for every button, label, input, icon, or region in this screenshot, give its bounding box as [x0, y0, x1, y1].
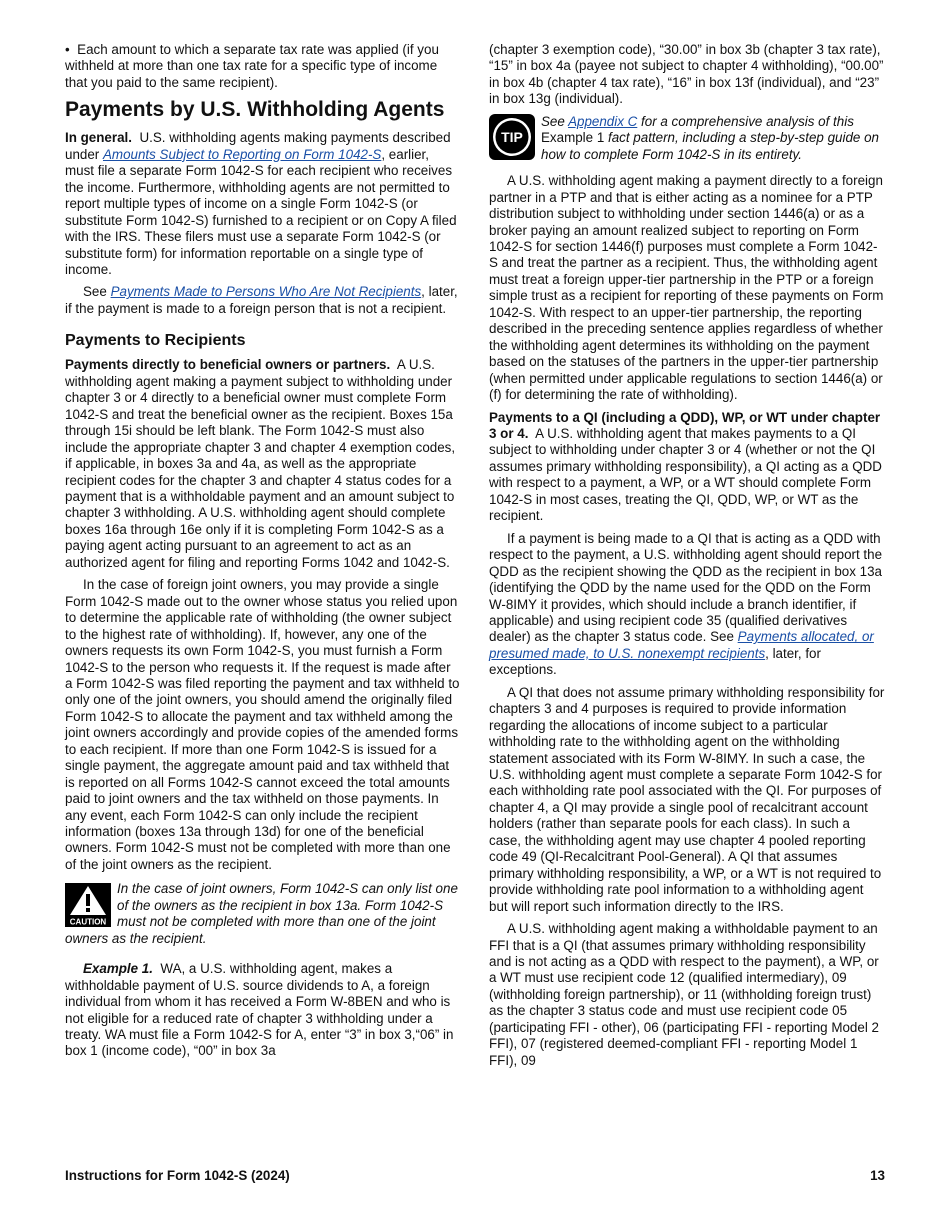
tip-text [541, 114, 885, 163]
see-text-a: See [83, 284, 107, 300]
nonexempt-recipients-link[interactable]: Payments allocated, or presumed made, to U.S. nonexempt recipients [489, 629, 874, 661]
continued-paragraph: (chapter 3 exemption code), “30.00” in box 3b (chapter 3 tax rate), “15” in box 4a (payee not subject to chapter 4 withholding), “00.00” in box 4b (chapter 4 tax rate), “16” in box 13f (individual), and “23” in box 13g (individual). [489, 42, 884, 107]
qi-paragraph [489, 410, 885, 525]
tip-see: See [541, 113, 565, 129]
not-recipients-link[interactable]: Payments Made to Persons Who Are Not Recipients [110, 284, 422, 300]
page-number: 13 [870, 1168, 885, 1183]
appendix-c-link[interactable]: Appendix C [568, 113, 638, 129]
footer-title: Instructions for Form 1042-S (2024) [65, 1168, 290, 1183]
direct-paragraph [65, 357, 461, 571]
see-paragraph [65, 284, 461, 317]
bullet-text: Each amount to which a separate tax rate was applied (if you withheld at more than one tax rate for a specific type of income that you paid to the same recipient). [65, 42, 439, 90]
caution-icon [65, 883, 111, 927]
caution-label: CAUTION [69, 917, 107, 927]
example-paragraph [65, 961, 461, 1060]
example-text: WA, a U.S. withholding agent, makes a withholdable payment of U.S. source dividends to A, a foreign individual from whom it has received a Form W-8BEN and who is not eligible for a reduced rate of chapter 3 withholding under a treaty. WA must file a Form 1042-S for A, enter “3” in box 3,“06” in box 1 (income code), “00” in box 3a [65, 961, 454, 1059]
general-text-b: , earlier, must file a separate Form 1042-S for each recipient who receives the income. Furthermore, withholding agents are not permitted to report multiple types of income on a single Form 1042-S (or substitute Form 1042-S) furnished to a recipient or on Copy A filed with the IRS. These filers must use a separate Form 1042-S (or substitute form) for information reportable on a single type of income. [65, 146, 457, 277]
caution-note [65, 881, 461, 947]
example-label: Example 1. [83, 961, 153, 977]
left-column [65, 42, 461, 1066]
tip-note [489, 114, 885, 163]
ffi-paragraph: A U.S. withholding agent making a withholdable payment to an FFI that is a QI (that assumes primary withholding responsibility and is not acting as a QDD with respect to the payment), a WP, or a WT must use recipient code 12 (qualified intermediary), 09 (withholding foreign partnership), or 11 (withholding foreign trust) as the chapter 3 status code and must use recipient code 05 (participating FFI - other), 06 (participating FFI - reporting Model 2 FFI), 07 (registered deemed-compliant FFI - reporting Model 1 FFI), 09 [489, 921, 879, 1068]
pool-paragraph: A QI that does not assume primary withholding responsibility for chapters 3 and 4 purposes is required to provide information regarding the allocations of income subject to a particular withholding rate to the withholding agent on the withholding statement associated with its Form W-8IMY. In such a case, the U.S. withholding agent must complete a separate Form 1042-S for each withholding rate pool associated with the QI. For purposes of chapter 4, a QI may provide a single pool of recalcitrant account holders (rather than separate pools for each class). In such a case, the withholding agent may use chapter 4 pooled reporting code 49 (QI-Recalcitrant Pool-General). A QI that assumes primary withholding responsibility, a WP, or a WT is not required to provide withholding rate pool information to a withholding agent but will report such information directly to the IRS. [489, 684, 885, 914]
direct-text: A U.S. withholding agent making a payment subject to withholding under chapter 3 or 4 directly to a beneficial owner must complete Form 1042-S and treat the beneficial owner as the recipient. Boxes 15a through 15i should be left blank. The Form 1042-S must also include the appropriate chapter 3 and chapter 4 exemption codes, if applicable, in boxes 3a and 4a, as well as the appropriate recipient codes for the chapter 3 and chapter 4 status codes for a payment that is a withholdable payment and an amount subject to chapter 3 withholding. A U.S. withholding agent should complete boxes 16a through 16e only if it is completing Form 1042-S as a paying agent acting pursuant to an agreement to act as an authorized agent for filing and reporting Forms 1042 and 1042-S. [65, 357, 456, 570]
tip-label: TIP [501, 128, 523, 145]
ptp-paragraph: A U.S. withholding agent making a payment directly to a foreign partner in a PTP and that is either acting as a nominee for a PTP distribution subject to withholding under section 1446(a) or as a broker paying an amount realized subject to reporting on Form 1042-S for section 1446(f) purposes must complete a Form 1042-S and treat the partner as a recipient. Thus, the withholding agent must treat a foreign upper-tier partnership in the PTP or a foreign simple trust as a recipient for reporting of these payments on Form 1042-S. With respect to an upper-tier partnership, the reporting described in the preceding sentence applies regardless of whether the withholding agent determines its withholding on the payment based on the statuses of the partners in the upper-tier partnership (when permitted under applicable regulations to section 1446(a) or (f) for determining the rate of withholding). [489, 173, 884, 403]
direct-label: Payments directly to beneficial owners or partners. [65, 357, 391, 373]
qdd-paragraph [489, 531, 885, 679]
tip-icon [489, 114, 535, 160]
qdd-text-a: If a payment is being made to a QI that is acting as a QDD with respect to the payment, a U.S. withholding agent should report the QDD as the recipient showing the QDD as the recipient in box 13a (identifying the QDD by the name used for the QDD on the Form W-8IMY it provides, which should include a branch identifier, if applicable) and using recipient code 35 (qualified derivatives dealer) as the chapter 3 status code. See [489, 530, 883, 645]
general-paragraph [65, 130, 461, 278]
tip-text-b: fact pattern, including a step-by-step guide on how to complete Form 1042-S in its entirety. [541, 130, 879, 162]
caution-text: In the case of joint owners, Form 1042-S can only list one of the owners as the recipient in box 13a. Form 1042-S must not be completed with more than one of the joint owners as the recipient. [65, 881, 458, 946]
section-heading: Payments by U.S. Withholding Agents [65, 98, 445, 122]
qi-label: Payments to a QI (including a QDD), WP, or WT under chapter 3 or 4. [489, 409, 881, 441]
qdd-text-b: , later, for exceptions. [489, 645, 821, 678]
joint-paragraph: In the case of foreign joint owners, you may provide a single Form 1042-S made out to the owner whose status you relied upon to determine the applicable rate of withholding (the owner subject to the highest rate of withholding). If, however, any one of the owners requests its own Form 1042-S, you must furnish a Form 1042-S to the person who requests it. If the request is made after a Form 1042-S was filed reporting the payment and tax withheld to only one of the joint owners, you should amend the originally filed Form 1042-S to allocate the payment and tax withheld among the joint owners accordingly and provide copies of the amended forms to each recipient. If more than one Form 1042-S is issued for a single payment, the aggregate amount paid and tax withheld that is reported on all Forms 1042-S cannot exceed the total amounts paid to joint owners and the tax withheld on those payments. In any event, each Form 1042-S can only include the recipient information (boxes 13a through 13d) for one of the beneficial owners. Form 1042-S must not be completed with more than one of the joint owners as the recipient. [65, 577, 460, 872]
general-text-a: U.S. withholding agents making payments described under [65, 130, 451, 162]
bullet-item: • Each amount to which a separate tax rate was applied (if you withheld at more than one tax rate for a specific type of income that you paid to the same recipient). [65, 42, 439, 90]
right-column [489, 42, 885, 1075]
tip-example: Example 1 [541, 130, 605, 146]
subsection-heading: Payments to Recipients [65, 332, 246, 350]
qi-text: A U.S. withholding agent that makes payments to a QI subject to withholding under chapter 3 or 4 (whether or not the QI assumes primary withholding responsibility), a QI acting as a QDD with respect to a payment, a WP, or a WT should complete Form 1042-S in most cases, treating the QI, QDD, WP, or WT as the recipient. [489, 425, 882, 524]
tip-text-a: for a comprehensive analysis of this [641, 113, 854, 129]
see-text-b: , later, if the payment is made to a foreign person that is not a recipient. [65, 284, 458, 316]
general-label: In general. [65, 130, 132, 146]
amounts-subject-link[interactable]: Amounts Subject to Reporting on Form 1042-S [102, 146, 382, 162]
